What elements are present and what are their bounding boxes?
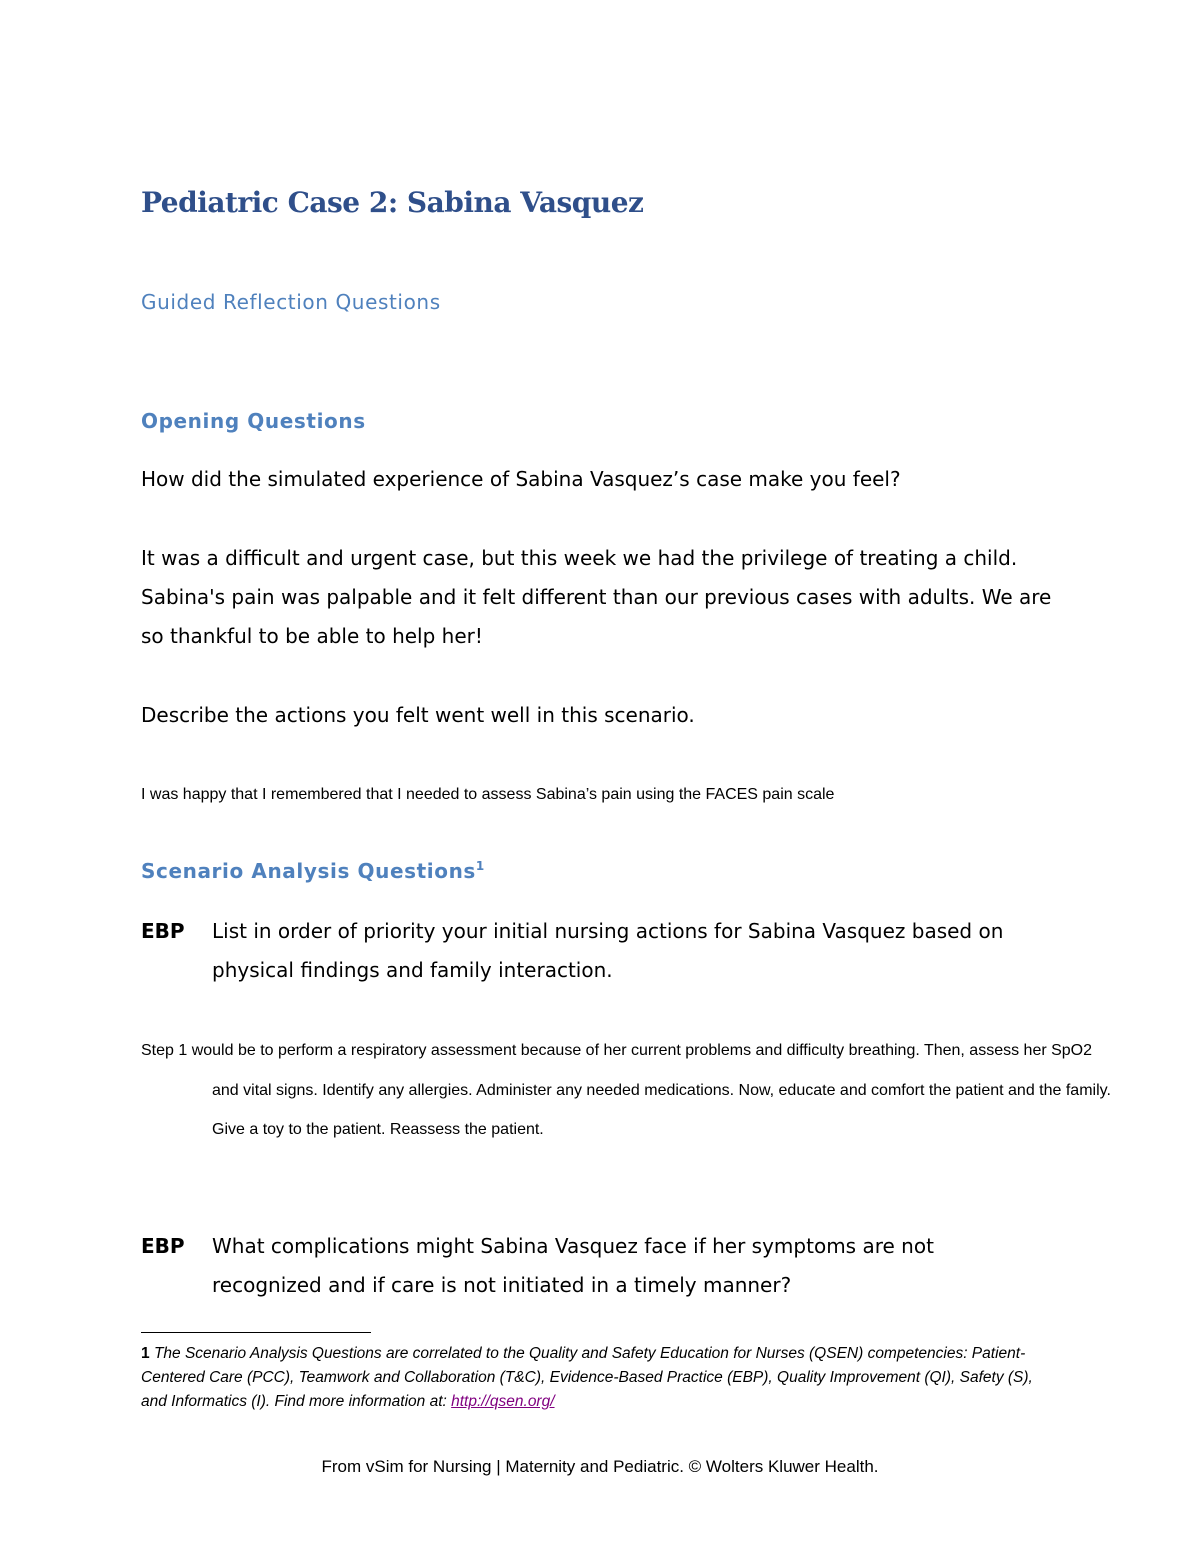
qsen-link[interactable]: http://qsen.org/ bbox=[451, 1393, 555, 1410]
guided-reflection-heading: Guided Reflection Questions bbox=[141, 290, 441, 314]
page-title: Pediatric Case 2: Sabina Vasquez bbox=[141, 186, 644, 219]
footnote-number: 1 bbox=[141, 1345, 150, 1362]
ebp-label-1: EBP bbox=[141, 919, 185, 943]
opening-questions-heading: Opening Questions bbox=[141, 409, 366, 433]
footnote-text: The Scenario Analysis Questions are correlated to the Quality and Safety Education for Nurses (QSEN) competencies: Patient-Centered Care (PCC), Teamwork and Collaboration (T&C), Evidence-Based Practice (EBP), Quality Improvement (QI), Safety (S), and Informatics (I). Find more information at: bbox=[141, 1345, 1033, 1410]
scenario-analysis-heading-text: Scenario Analysis Questions bbox=[141, 859, 476, 883]
opening-question-1: How did the simulated experience of Sabina Vasquez’s case make you feel? bbox=[141, 467, 901, 491]
ebp-question-1: List in order of priority your initial nursing actions for Sabina Vasquez based on physical findings and family interaction. bbox=[212, 919, 1004, 982]
opening-question-2: Describe the actions you felt went well in this scenario. bbox=[141, 703, 695, 727]
footnote-separator bbox=[141, 1332, 371, 1333]
ebp-question-2: What complications might Sabina Vasquez face if her symptoms are not recognized and if care is not initiated in a timely manner? bbox=[212, 1234, 934, 1297]
opening-answer-2: I was happy that I remembered that I needed to assess Sabina’s pain using the FACES pain scale bbox=[141, 786, 835, 803]
page-footer: From vSim for Nursing | Maternity and Pediatric. © Wolters Kluwer Health. bbox=[321, 1457, 879, 1476]
footnote bbox=[141, 1342, 1041, 1414]
scenario-analysis-heading bbox=[141, 859, 485, 883]
opening-answer-1: It was a difficult and urgent case, but this week we had the privilege of treating a child. Sabina's pain was palpable and it felt different than our previous cases with adults. We are so thankful to be able to help her! bbox=[141, 546, 1052, 648]
ebp-label-2: EBP bbox=[141, 1234, 185, 1258]
footnote-ref: 1 bbox=[475, 859, 485, 873]
ebp-answer-1: Step 1 would be to perform a respiratory assessment because of her current problems and difficulty breathing. Then, assess her SpO2 and vital signs. Identify any allergies. Administer any needed medications. Now, educate and comfort the patient and the family. Give a toy to the patient. Reassess the patient. bbox=[141, 1042, 1111, 1138]
